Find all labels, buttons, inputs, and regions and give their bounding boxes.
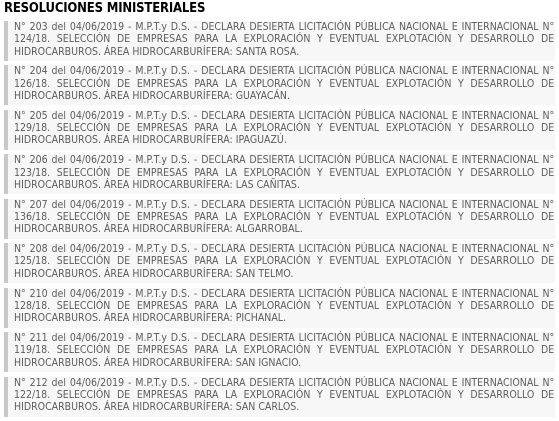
resolution-item[interactable] — [4, 21, 555, 61]
resolution-item[interactable] — [4, 243, 555, 283]
resolution-text[interactable]: N° 203 del 04/06/2019 - M.P.T.y D.S. - DECLARA DESIERTA LICITACIÓN PÚBLICA NACIONAL E INTERNACIONAL N° 124/18. SELECCIÓN DE EMPRESAS PARA LA EXPLORACIÓN Y EVENTUAL EXPLOTACIÓN Y DESARROLLO DE HIDROCARBUROS. ÁREA HIDROCARBURÍFERA: SANTA ROSA. — [14, 22, 555, 58]
resolution-text[interactable]: N° 208 del 04/06/2019 - M.P.T.y D.S. - DECLARA DESIERTA LICITACIÓN PÚBLICA NACIONAL E INTERNACIONAL N° 125/18. SELECCIÓN DE EMPRESAS PARA LA EXPLORACIÓN Y EVENTUAL EXPLOTACIÓN Y DESARROLLO DE HIDROCARBUROS. ÁREA HIDROCARBURÍFERA: SAN TELMO. — [14, 244, 555, 280]
resolution-item[interactable] — [4, 332, 555, 372]
resolution-text[interactable]: N° 212 del 04/06/2019 - M.P.T.y D.S. - DECLARA DESIERTA LICITACIÓN PÚBLICA NACIONAL E INTERNACIONAL N° 122/18. SELECCIÓN DE EMPRESAS PARA LA EXPLORACIÓN Y EVENTUAL EXPLOTACIÓN Y DESARROLLO DE HIDROCARBUROS. ÁREA HIDROCARBURÍFERA: SAN CARLOS. — [14, 377, 555, 414]
resolution-item[interactable] — [4, 199, 555, 239]
resolution-item[interactable] — [4, 377, 555, 417]
resolution-text[interactable]: N° 211 del 04/06/2019 - M.P.T.y D.S. - DECLARA DESIERTA LICITACIÓN PÚBLICA NACIONAL E INTERNACIONAL N° 119/18. SELECCIÓN DE EMPRESAS PARA LA EXPLORACIÓN Y EVENTUAL EXPLOTACIÓN Y DESARROLLO DE HIDROCARBUROS. ÁREA HIDROCARBURÍFERA: SAN IGNACIO. — [14, 333, 555, 369]
resolution-text[interactable]: N° 207 del 04/06/2019 - M.P.T.y D.S. - DECLARA DESIERTA LICITACIÓN PÚBLICA NACIONAL E INTERNACIONAL N° 136/18. SELECCIÓN DE EMPRESAS PARA LA EXPLORACIÓN Y EVENTUAL EXPLOTACIÓN Y DESARROLLO DE HIDROCARBUROS. ÁREA HIDROCARBURÍFERA: ALGARROBAL. — [14, 199, 555, 236]
resolution-item[interactable] — [4, 288, 555, 328]
resolution-text[interactable]: N° 210 del 04/06/2019 - M.P.T.y D.S. - DECLARA DESIERTA LICITACIÓN PÚBLICA NACIONAL E INTERNACIONAL N° 128/18. SELECCIÓN DE EMPRESAS PARA LA EXPLORACIÓN Y EVENTUAL EXPLOTACIÓN Y DESARROLLO DE HIDROCARBUROS. ÁREA HIDROCARBURÍFERA: PICHANAL. — [14, 288, 555, 325]
resolution-item[interactable] — [4, 154, 555, 194]
resolution-text[interactable]: N° 204 del 04/06/2019 - M.P.T.y D.S. - DECLARA DESIERTA LICITACIÓN PÚBLICA NACIONAL E INTERNACIONAL N° 126/18. SELECCIÓN DE EMPRESAS PARA LA EXPLORACIÓN Y EVENTUAL EXPLOTACIÓN Y DESARROLLO DE HIDROCARBUROS. ÁREA HIDROCARBURÍFERA: GUAYACÁN. — [14, 66, 555, 103]
resolution-item[interactable] — [4, 110, 555, 150]
resolution-list — [4, 21, 555, 421]
resolution-text[interactable]: N° 205 del 04/06/2019 - M.P.T.y D.S. - DECLARA DESIERTA LICITACIÓN PÚBLICA NACIONAL E INTERNACIONAL N° 129/18. SELECCIÓN DE EMPRESAS PARA LA EXPLORACIÓN Y EVENTUAL EXPLOTACIÓN Y DESARROLLO DE HIDROCARBUROS. ÁREA HIDROCARBURÍFERA: IPAGUAZÚ. — [14, 110, 555, 147]
resolution-item[interactable] — [4, 65, 555, 105]
resolution-text[interactable]: N° 206 del 04/06/2019 - M.P.T.y D.S. - DECLARA DESIERTA LICITACIÓN PÚBLICA NACIONAL E INTERNACIONAL N° 123/18. SELECCIÓN DE EMPRESAS PARA LA EXPLORACIÓN Y EVENTUAL EXPLOTACIÓN Y DESARROLLO DE HIDROCARBUROS. ÁREA HIDROCARBURÍFERA: LAS CAÑITAS. — [14, 155, 555, 191]
section-title: RESOLUCIONES MINISTERIALES — [4, 1, 206, 16]
